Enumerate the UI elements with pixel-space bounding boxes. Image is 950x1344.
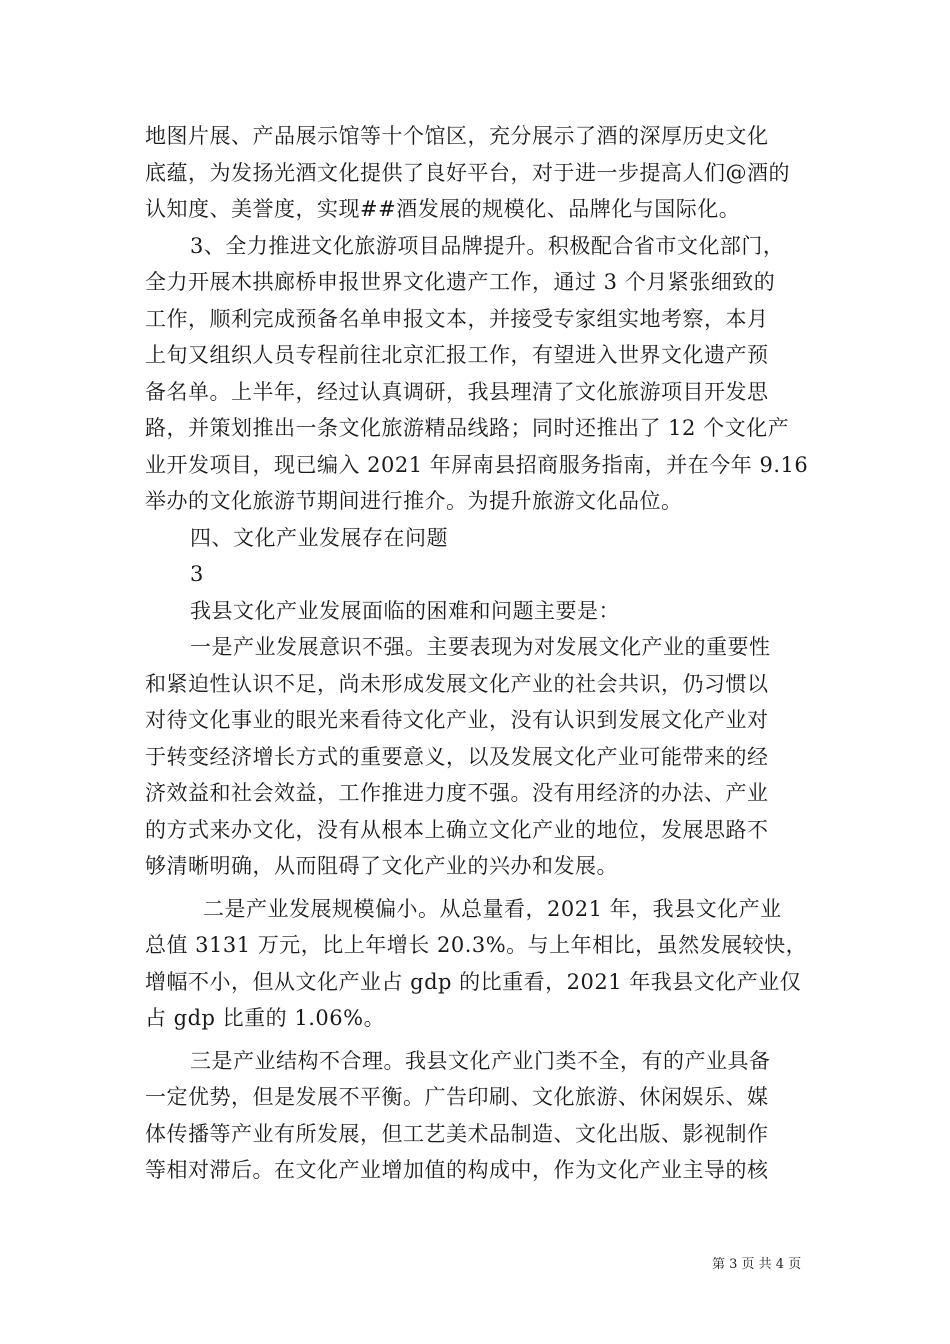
text-line: 于转变经济增长方式的重要意义，以及发展文化产业可能带来的经 bbox=[145, 744, 769, 769]
text-line: 一定优势，但是发展不平衡。广告印刷、文化旅游、休闲娱乐、媒 bbox=[145, 1085, 769, 1109]
text-line: 等相对滞后。在文化产业增加值的构成中，作为文化产业主导的核 bbox=[145, 1158, 769, 1182]
paragraph-start: 我县文化产业发展面临的困难和问题主要是： bbox=[190, 598, 620, 623]
document-body bbox=[145, 118, 810, 1189]
text-line: 体传播等产业有所发展，但工艺美术品制造、文化出版、影视制作 bbox=[145, 1121, 769, 1146]
text-line: 上旬又组织人员专程前往北京汇报工作，有望进入世界文化遗产预 bbox=[145, 343, 769, 367]
paragraph-start: 二是产业发展规模偏小。从总量看，2021 年，我县文化产业 bbox=[203, 896, 782, 921]
paragraph-start: 三是产业结构不合理。我县文化产业门类不全，有的产业具备 bbox=[190, 1048, 771, 1073]
text-line: 增幅不小，但从文化产业占 gdp 的比重看，2021 年我县文化产业仅 bbox=[145, 969, 802, 994]
text-line: 业开发项目，现已编入 2021 年屏南县招商服务指南，并在今年 9.16 bbox=[145, 452, 809, 477]
paragraph-start: 一是产业发展意识不强。主要表现为对发展文化产业的重要性 bbox=[190, 635, 771, 659]
text-line: 底蕴，为发扬光酒文化提供了良好平台，对于进一步提高人们@酒的 bbox=[145, 160, 790, 185]
text-line: 全力开展木拱廊桥申报世界文化遗产工作，通过 3 个月紧张细致的 bbox=[145, 270, 776, 294]
text-line: 占 gdp 比重的 1.06%。 bbox=[145, 1006, 386, 1030]
page-marker: 3 bbox=[190, 562, 204, 586]
text-line: 对待文化事业的眼光来看待文化产业，没有认识到发展文化产业对 bbox=[145, 708, 769, 732]
text-line: 路，并策划推出一条文化旅游精品线路；同时还推出了 12 个文化产 bbox=[145, 416, 790, 440]
section-heading: 四、文化产业发展存在问题 bbox=[190, 525, 448, 550]
text-line: 和紧迫性认识不足，尚未形成发展文化产业的社会共识，仍习惯以 bbox=[145, 671, 769, 696]
text-line: 地图片展、产品展示馆等十个馆区，充分展示了酒的深厚历史文化 bbox=[145, 124, 769, 148]
text-line: 的方式来办文化，没有从根本上确立文化产业的地位，发展思路不 bbox=[145, 817, 769, 842]
text-line: 备名单。上半年，经过认真调研，我县理清了文化旅游项目开发思 bbox=[145, 379, 769, 404]
text-line: 工作，顺利完成预备名单申报文本，并接受专家组实地考察，本月 bbox=[145, 306, 769, 331]
paragraph-start: 3、全力推进文化旅游项目品牌提升。积极配合省市文化部门， bbox=[190, 233, 785, 258]
text-line: 举办的文化旅游节期间进行推介。为提升旅游文化品位。 bbox=[145, 489, 683, 513]
text-line: 够清晰明确，从而阻碍了文化产业的兴办和发展。 bbox=[145, 854, 618, 878]
text-line: 济效益和社会效益，工作推进力度不强。没有用经济的办法、产业 bbox=[145, 781, 769, 805]
text-line: 认知度、美誉度，实现##酒发展的规模化、品牌化与国际化。 bbox=[145, 197, 741, 221]
page-number: 第 3 页 共 4 页 bbox=[712, 1257, 802, 1272]
text-line: 总值 3131 万元，比上年增长 20.3%。与上年相比，虽然发展较快， bbox=[145, 933, 808, 957]
